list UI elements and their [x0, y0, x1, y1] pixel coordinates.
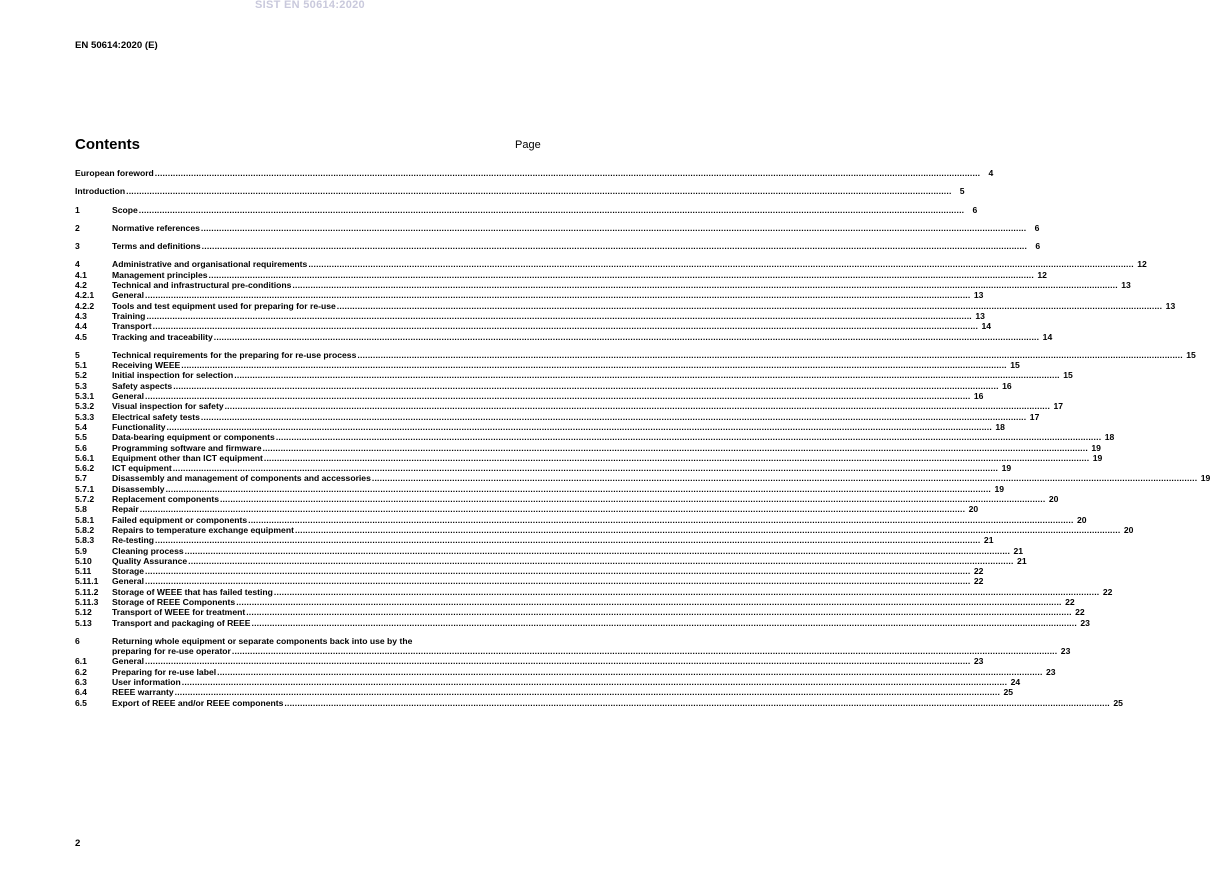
toc-entry-title: Disassembly	[112, 483, 165, 494]
toc-entry-page: 6	[1034, 222, 1040, 233]
toc-entry-number: 5.11.2	[75, 586, 99, 597]
toc-leader-dots	[232, 646, 1057, 656]
toc-entry-number: 4.2	[75, 280, 87, 291]
toc-entry[interactable]	[75, 290, 984, 301]
toc-entry[interactable]	[75, 617, 1090, 628]
toc-leader-dots	[236, 597, 1061, 607]
toc-entry[interactable]	[75, 370, 1073, 381]
toc-entry-title: REEE warranty	[112, 687, 174, 698]
toc-leader-dots	[246, 607, 1071, 617]
toc-entry-title: Technical requirements for the preparing for re-use process	[112, 349, 357, 360]
toc-entry-title: Programming software and firmware	[112, 442, 262, 453]
toc-entry[interactable]	[75, 168, 994, 178]
toc-entry-number: 6	[75, 635, 80, 646]
toc-entry-page: 19	[1200, 473, 1210, 484]
toc-entry[interactable]	[75, 222, 1040, 233]
toc-entry-number: 5.4	[75, 421, 87, 432]
toc-entry-page: 23	[973, 656, 984, 667]
toc-entry-title: Failed equipment or components	[112, 514, 248, 525]
toc-entry-title: Disassembly and management of components and accessories	[112, 473, 371, 484]
toc-entry[interactable]	[75, 241, 1041, 252]
toc-entry-title: Transport	[112, 321, 152, 332]
toc-entry-number: 6.4	[75, 687, 87, 698]
toc-entry-page: 16	[1002, 380, 1012, 391]
toc-leader-dots	[145, 566, 970, 576]
toc-entry-number: 4.3	[75, 310, 87, 321]
toc-leader-dots	[201, 223, 1026, 233]
toc-entry[interactable]	[75, 321, 992, 332]
toc-entry-page: 15	[1010, 360, 1020, 371]
toc-leader-dots	[357, 350, 1182, 360]
toc-entry-title: Management principles	[112, 269, 208, 280]
toc-entry[interactable]	[75, 607, 1085, 618]
toc-entry-title: Normative references	[112, 222, 200, 233]
toc-entry-title: European foreword	[75, 168, 154, 178]
toc-entry[interactable]	[75, 360, 1020, 371]
toc-entry[interactable]	[75, 656, 984, 667]
toc-leader-dots	[274, 587, 1099, 597]
toc-entry-title: General	[112, 391, 145, 402]
toc-entry-number: 2	[75, 222, 80, 233]
toc-leader-dots	[155, 535, 980, 545]
toc-entry[interactable]	[75, 504, 979, 515]
toc-entry-title: Transport and packaging of REEE	[112, 617, 251, 628]
toc-entry-number: 6.1	[75, 656, 87, 667]
toc-leader-dots	[225, 401, 1050, 411]
toc-entry-number: 4.1	[75, 269, 87, 280]
toc-entry[interactable]	[75, 524, 1134, 535]
toc-entry-number: 3	[75, 241, 80, 252]
toc-entry[interactable]	[75, 697, 1123, 708]
toc-entry[interactable]	[75, 566, 984, 577]
toc-entry[interactable]	[75, 442, 1101, 453]
toc-entry[interactable]	[75, 586, 1113, 597]
toc-leader-dots	[139, 205, 964, 215]
toc-entry-title: Storage of WEEE that has failed testing	[112, 586, 273, 597]
toc-leader-dots	[220, 494, 1045, 504]
toc-leader-dots	[202, 241, 1027, 251]
toc-entry-page: 22	[1065, 596, 1075, 607]
page-title: Contents	[75, 136, 140, 153]
watermark: SIST EN 50614:2020	[255, 0, 365, 11]
toc-entry-page: 23	[1080, 617, 1090, 628]
toc-leader-dots	[146, 311, 971, 321]
toc-leader-dots	[248, 515, 1073, 525]
toc-leader-dots	[166, 484, 991, 494]
toc-entry-number: 5.1	[75, 360, 87, 371]
toc-leader-dots	[284, 698, 1109, 708]
toc-entry-page: 22	[1075, 607, 1085, 618]
toc-entry[interactable]	[75, 310, 985, 321]
toc-entry-title: Safety aspects	[112, 380, 173, 391]
toc-entry[interactable]	[75, 349, 1196, 360]
toc-entry[interactable]	[75, 555, 1027, 566]
toc-entry-title: Tools and test equipment used for preparing for re-use	[112, 300, 336, 311]
toc-entry-page: 6	[972, 204, 978, 215]
toc-leader-dots	[217, 667, 1042, 677]
toc-entry-title: General	[112, 656, 145, 667]
toc-entry-title: User information	[112, 677, 181, 688]
toc-entry-page: 23	[1046, 666, 1056, 677]
toc-entry[interactable]	[75, 473, 1210, 484]
toc-entry-number: 6.2	[75, 666, 87, 677]
toc-entry-number: 5.13	[75, 617, 92, 628]
toc-entry-page: 13	[975, 310, 985, 321]
toc-entry-title: Repair	[112, 504, 139, 515]
toc-entry[interactable]	[75, 280, 1131, 291]
toc-entry[interactable]	[75, 269, 1047, 280]
toc-entry-title: Introduction	[75, 186, 126, 197]
toc-entry-page: 19	[1001, 463, 1012, 474]
toc-leader-dots	[262, 443, 1087, 453]
toc-entry-number: 4.5	[75, 331, 87, 342]
toc-leader-dots	[201, 412, 1026, 422]
toc-leader-dots	[145, 391, 970, 401]
toc-leader-dots	[214, 332, 1039, 342]
toc-entry-number: 5.3.2	[75, 401, 95, 412]
toc-entry-title: Repairs to temperature exchange equipment	[112, 524, 294, 535]
toc-entry[interactable]	[75, 677, 1021, 688]
toc-entry[interactable]	[75, 331, 1053, 342]
toc-entry-page: 24	[1010, 677, 1021, 688]
toc-entry-page: 17	[1029, 411, 1040, 422]
toc-entry[interactable]	[75, 494, 1059, 505]
toc-entry-page: 22	[973, 566, 984, 577]
toc-entry-page: 20	[1077, 514, 1087, 525]
toc-entry-page: 13	[1165, 300, 1176, 311]
toc-entry-title: General	[112, 290, 145, 301]
toc-entry-number: 5.3.1	[75, 391, 95, 402]
toc-entry-number: 5.3.3	[75, 411, 95, 422]
toc-entry-page: 19	[994, 483, 1005, 494]
toc-entry-number: 5.11.3	[75, 596, 99, 607]
toc-entry[interactable]	[75, 545, 1024, 556]
toc-entry-number: 5.7	[75, 473, 87, 484]
toc-leader-dots	[308, 259, 1133, 269]
toc-leader-dots	[126, 186, 951, 196]
toc-entry-page: 20	[1123, 524, 1134, 535]
toc-entry-number: 5	[75, 349, 80, 360]
toc-entry[interactable]	[75, 411, 1040, 422]
toc-entry-page: 12	[1037, 269, 1047, 280]
toc-entry-title: Terms and definitions	[112, 241, 201, 252]
toc-entry-page: 15	[1186, 349, 1196, 360]
toc-entry-page: 21	[1013, 545, 1024, 556]
toc-entry-page: 14	[1042, 331, 1053, 342]
toc-entry-page: 21	[983, 535, 994, 546]
toc-leader-dots	[292, 280, 1117, 290]
toc-leader-dots	[276, 432, 1101, 442]
toc-entry[interactable]	[75, 421, 1005, 432]
toc-entry[interactable]	[75, 635, 1071, 657]
toc-entry-number: 5.11	[75, 566, 92, 577]
toc-entry[interactable]	[75, 483, 1005, 494]
page-number: 2	[75, 838, 81, 849]
toc-entry-title: Functionality	[112, 421, 166, 432]
toc-entry-page: 15	[1063, 370, 1073, 381]
toc-entry-title-continued: preparing for re-use operator	[112, 646, 231, 657]
toc-entry-title: Preparing for re-use label	[112, 666, 217, 677]
toc-entry-title: Visual inspection for safety	[112, 401, 224, 412]
toc-entry[interactable]	[75, 463, 1012, 474]
toc-entry-number: 5.12	[75, 607, 92, 618]
toc-entry-title: Storage of REEE Components	[112, 596, 236, 607]
toc-leader-dots	[181, 360, 1006, 370]
toc-entry-title: Cleaning process	[112, 545, 184, 556]
toc-entry[interactable]	[75, 666, 1056, 677]
toc-entry-page: 18	[1104, 432, 1115, 443]
toc-entry[interactable]	[75, 259, 1147, 270]
toc-entry-title: Receiving WEEE	[112, 360, 181, 371]
toc-leader-dots	[295, 525, 1120, 535]
toc-entry[interactable]	[75, 596, 1075, 607]
toc-entry[interactable]	[75, 687, 1014, 698]
toc-entry[interactable]	[75, 186, 965, 197]
toc-entry[interactable]	[75, 391, 984, 402]
toc-entry[interactable]	[75, 204, 978, 215]
toc-entry-page: 19	[1091, 442, 1101, 453]
toc-entry-title: General	[112, 576, 145, 587]
toc-leader-dots	[337, 301, 1162, 311]
toc-entry-number: 5.6	[75, 442, 87, 453]
toc-entry-number: 5.6.2	[75, 463, 95, 474]
toc-entry-page: 22	[973, 576, 984, 587]
toc-entry-page: 17	[1053, 401, 1064, 412]
toc-entry-page: 19	[1092, 452, 1103, 463]
toc-entry-title: Equipment other than ICT equipment	[112, 452, 263, 463]
toc-entry-number: 5.8	[75, 504, 87, 515]
toc-entry-number: 1	[75, 204, 80, 215]
toc-entry-page: 5	[959, 186, 965, 197]
toc-entry-title: Returning whole equipment or separate components back into use by the	[112, 635, 413, 646]
toc-leader-dots	[175, 687, 1000, 697]
toc-entry-title: Data-bearing equipment or components	[112, 432, 275, 443]
toc-leader-dots	[173, 463, 998, 473]
toc-entry[interactable]	[75, 432, 1115, 443]
toc-entry-number: 5.8.2	[75, 524, 95, 535]
toc-entry-page: 12	[1137, 259, 1147, 270]
toc-entry-number: 6.5	[75, 697, 87, 708]
toc-entry-page: 20	[968, 504, 979, 515]
toc-leader-dots	[145, 576, 970, 586]
toc-entry-page: 13	[1121, 280, 1131, 291]
toc-entry-number: 6.3	[75, 677, 87, 688]
toc-entry-number: 5.9	[75, 545, 87, 556]
toc-leader-dots	[185, 546, 1010, 556]
toc-entry-page: 4	[988, 168, 994, 178]
toc-entry-page: 22	[1102, 586, 1113, 597]
toc-entry-page: 6	[1035, 241, 1041, 252]
toc-entry[interactable]	[75, 576, 984, 587]
toc-leader-dots	[145, 656, 970, 666]
toc-leader-dots	[234, 370, 1059, 380]
toc-entry[interactable]	[75, 380, 1012, 391]
table-of-contents	[75, 168, 1210, 708]
toc-leader-dots	[166, 422, 991, 432]
toc-entry-number: 5.7.1	[75, 483, 95, 494]
toc-entry-title: Storage	[112, 566, 144, 577]
toc-entry-page: 16	[973, 391, 984, 402]
toc-entry[interactable]	[75, 401, 1064, 412]
toc-entry-title: Initial inspection for selection	[112, 370, 234, 381]
toc-entry-page: 18	[995, 421, 1005, 432]
toc-entry-title: Export of REEE and/or REEE components	[112, 697, 284, 708]
toc-entry-title: Technical and infrastructural pre-conditions	[112, 280, 292, 291]
toc-entry-number: 5.2	[75, 370, 87, 381]
toc-entry[interactable]	[75, 535, 994, 546]
toc-entry-title: Replacement components	[112, 494, 219, 505]
toc-entry-page: 21	[1017, 555, 1027, 566]
toc-entry-number: 4.4	[75, 321, 87, 332]
toc-entry-number: 5.6.1	[75, 452, 95, 463]
toc-entry-number: 5.7.2	[75, 494, 95, 505]
toc-entry-number: 5.5	[75, 432, 87, 443]
document-id: EN 50614:2020 (E)	[75, 40, 158, 51]
toc-entry-page: 13	[973, 290, 984, 301]
toc-entry[interactable]	[75, 514, 1087, 525]
toc-entry[interactable]	[75, 452, 1103, 463]
toc-entry-number: 4.2.2	[75, 300, 95, 311]
toc-entry-title: ICT equipment	[112, 463, 172, 474]
toc-leader-dots	[145, 290, 970, 300]
toc-entry-page: 14	[981, 321, 992, 332]
toc-leader-dots	[209, 270, 1034, 280]
toc-leader-dots	[372, 473, 1197, 483]
toc-entry-title: Tracking and traceability	[112, 331, 213, 342]
toc-entry-number: 5.3	[75, 380, 87, 391]
toc-entry-title: Transport of WEEE for treatment	[112, 607, 246, 618]
toc-entry-title: Training	[112, 310, 146, 321]
toc-entry[interactable]	[75, 300, 1176, 311]
toc-entry-number: 5.8.1	[75, 514, 95, 525]
toc-leader-dots	[153, 321, 978, 331]
toc-entry-page: 20	[1048, 494, 1059, 505]
toc-entry-title: Scope	[112, 204, 138, 215]
toc-entry-number: 5.10	[75, 555, 92, 566]
toc-entry-title: Quality Assurance	[112, 555, 188, 566]
toc-entry-page: 23	[1060, 646, 1071, 657]
toc-leader-dots	[173, 381, 998, 391]
toc-entry-title: Electrical safety tests	[112, 411, 200, 422]
toc-leader-dots	[140, 504, 965, 514]
toc-entry-page: 25	[1003, 687, 1014, 698]
page-column-label: Page	[515, 139, 541, 151]
toc-leader-dots	[155, 168, 980, 178]
toc-leader-dots	[188, 556, 1013, 566]
toc-entry-number: 4.2.1	[75, 290, 95, 301]
toc-leader-dots	[182, 677, 1007, 687]
toc-entry-number: 4	[75, 259, 80, 270]
toc-entry-number: 5.11.1	[75, 576, 99, 587]
toc-entry-page: 25	[1113, 697, 1123, 708]
toc-entry-number: 5.8.3	[75, 535, 95, 546]
toc-leader-dots	[251, 618, 1076, 628]
toc-entry-title: Administrative and organisational requirements	[112, 259, 308, 270]
toc-leader-dots	[264, 453, 1089, 463]
toc-entry-title: Re-testing	[112, 535, 155, 546]
